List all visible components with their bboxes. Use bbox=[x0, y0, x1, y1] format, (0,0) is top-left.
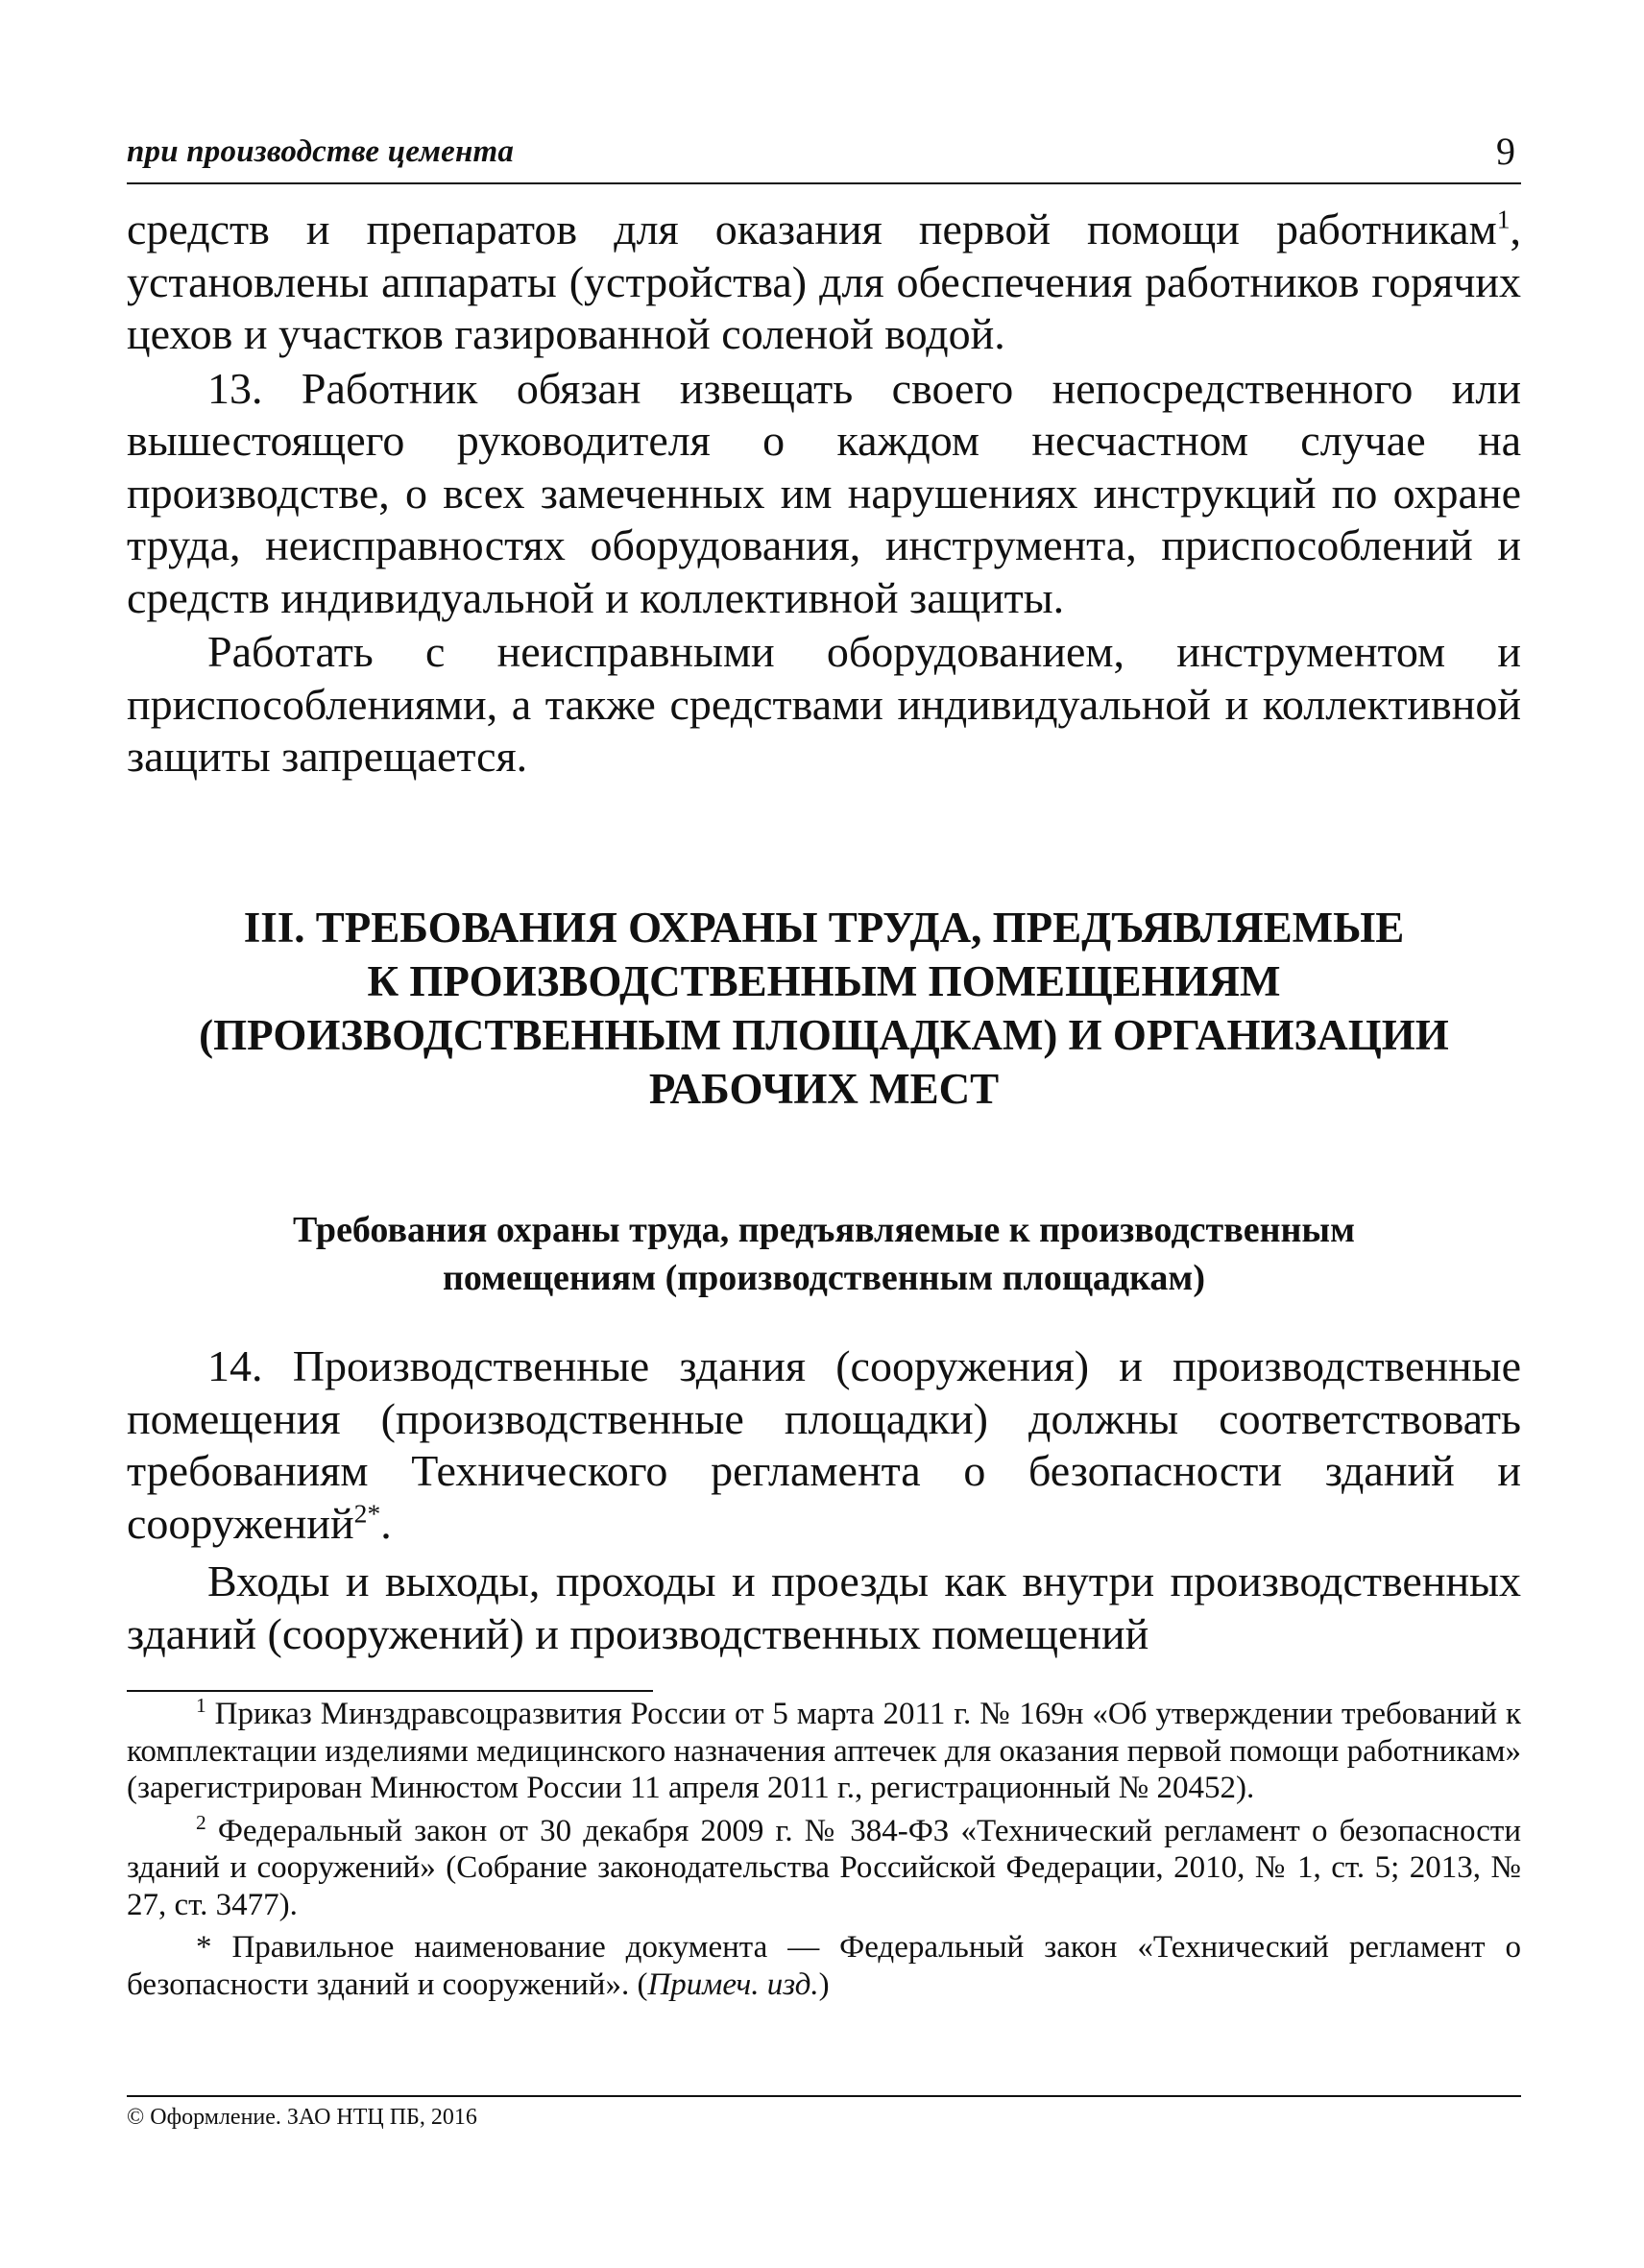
paragraph-text-tail: . bbox=[380, 1498, 392, 1548]
footnote-ref-2: 2* bbox=[353, 1498, 381, 1529]
footer-divider bbox=[127, 2095, 1521, 2097]
paragraph-14 bbox=[127, 1340, 1521, 1550]
running-header bbox=[127, 130, 1521, 184]
section-heading bbox=[127, 901, 1521, 1116]
copyright-notice: © Оформление. ЗАО НТЦ ПБ, 2016 bbox=[127, 2105, 477, 2130]
footnote-2-text: Федеральный закон от 30 декабря 2009 г. № 384-ФЗ «Технический регламент о безопасности зданий и сооружений» (Собрание законодательства Российской Федерации, 2010, № 1, ст. 5; 2013, № 27, ст. 3477). bbox=[127, 1813, 1521, 1922]
section-heading-line: РАБОЧИХ МЕСТ bbox=[648, 1065, 1000, 1113]
page-number: 9 bbox=[1496, 130, 1515, 173]
footnote-1-text: Приказ Минздравсоцразвития России от 5 марта 2011 г. № 169н «Об утверждении требований к комплектации изделиями медицинского назначения аптечек для оказания первой помощи работникам» (зарегистрирован Минюстом России 11 апреля 2011 г., регистрационный № 20452). bbox=[127, 1697, 1521, 1805]
footnote-ref-1: 1 bbox=[1496, 204, 1511, 234]
footnote-3-text: * Правильное наименование документа — Федеральный закон «Технический регламент о безопасности зданий и сооружений». ( bbox=[127, 1930, 1521, 2002]
footnote-2 bbox=[127, 1810, 1521, 1924]
paragraph-13-continuation: Работать с неисправными оборудованием, инструментом и приспособлениями, а также средствами индивидуальной и коллективной защиты запрещается. bbox=[127, 627, 1521, 781]
footnote-1 bbox=[127, 1696, 1521, 1807]
paragraph-13: 13. Работник обязан извещать своего непосредственного или вышестоящего руководителя о каждом несчастном случае на производстве, о всех замеченных им нарушениях инструкций по охране труда, неисправностях оборудования, инструмента, приспособлений и средств индивидуальной и коллективной защиты. bbox=[127, 363, 1521, 622]
footnote-3 bbox=[127, 1929, 1521, 2003]
footnote-1-mark: 1 bbox=[196, 1694, 206, 1717]
section-heading-line: III. ТРЕБОВАНИЯ ОХРАНЫ ТРУДА, ПРЕДЪЯВЛЯЕМЫЕ bbox=[243, 904, 1405, 952]
running-title: при производстве цемента bbox=[127, 134, 515, 169]
paragraph-text: средств и препаратов для оказания первой помощи работникам bbox=[127, 205, 1497, 253]
subsection-heading bbox=[127, 1206, 1521, 1302]
paragraph-text: 14. Производственные здания (сооружения) и производственные помещения (производственные площадки) должны соответствовать требованиям Технического регламента о безопасности зданий и сооружений bbox=[127, 1341, 1521, 1548]
footnote-3-close: ) bbox=[818, 1966, 830, 2002]
paragraph-14-continuation: Входы и выходы, проходы и проезды как внутри производственных зданий (сооружений) и производственных помещений bbox=[127, 1556, 1521, 1658]
body-text-bottom bbox=[127, 1340, 1521, 1660]
footnote-divider bbox=[127, 1690, 653, 1692]
subsection-heading-line: помещениям (производственным площадкам) bbox=[443, 1258, 1205, 1298]
paragraph-continuation bbox=[127, 204, 1521, 361]
section-heading-line: К ПРОИЗВОДСТВЕННЫМ ПОМЕЩЕНИЯМ bbox=[367, 957, 1281, 1005]
footnote-2-mark: 2 bbox=[196, 1810, 206, 1834]
section-heading-line: (ПРОИЗВОДСТВЕННЫМ ПЛОЩАДКАМ) И ОРГАНИЗАЦИИ bbox=[199, 1011, 1449, 1059]
body-text-top bbox=[127, 204, 1521, 784]
footnotes bbox=[127, 1696, 1521, 2003]
subsection-heading-line: Требования охраны труда, предъявляемые к производственным bbox=[293, 1210, 1355, 1250]
editor-note: Примеч. изд. bbox=[647, 1966, 819, 2002]
paragraph-text-tail: , установлены аппараты (устройства) для обеспечения работников горячих цехов и участков газированной соленой водой. bbox=[127, 205, 1521, 358]
